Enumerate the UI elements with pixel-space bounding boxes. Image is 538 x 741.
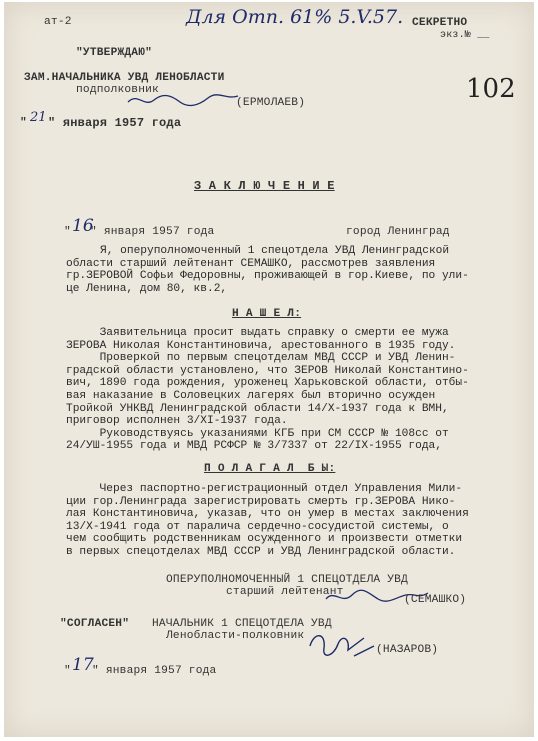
found-line: вая наказание в Соловецких лагерях был вторично осужден [66, 389, 436, 402]
found-line: 24/УШ-1955 года и МВД РСФСР № 3/7337 от 22/IX-1955 года, [66, 440, 442, 453]
found-line: градской области установлено, что ЗЕРОВ Николай Константино- [66, 364, 469, 377]
found-line: Руководствуясь указаниями КГБ при СМ СССР № 108сс от [66, 427, 449, 440]
form-code: ат-2 [44, 16, 72, 28]
approval-label: "УТВЕРЖДАЮ" [76, 47, 153, 59]
approval-name: (ЕРМОЛАЕВ) [236, 97, 306, 109]
footer-date-day: 17 [72, 655, 94, 675]
agreed-name: (НАЗАРОВ) [376, 644, 439, 656]
intro-line: Я, оперуполномоченный 1 спецотдела УВД Ленинградской [100, 245, 450, 257]
agreed-label: "СОГЛАСЕН" [60, 618, 130, 630]
approval-date: " января 1957 года [48, 116, 182, 130]
approval-position: ЗАМ.НАЧАЛЬНИКА УВД ЛЕНОБЛАСТИ [24, 72, 225, 84]
footer-date-prefix: " [64, 665, 71, 677]
document-page [4, 2, 534, 737]
decided-line: 13/Х-1941 года от паралича сердечно-сосудистой системы, о [66, 520, 449, 533]
secret-label: СЕКРЕТНО [412, 17, 468, 29]
officer-rank: старший лейтенант [226, 586, 344, 598]
date-day: 16 [72, 216, 94, 236]
copy-label: экз.№ __ [440, 30, 490, 41]
agreed-rank: Ленобласти-полковник [166, 630, 305, 642]
agreed-signature [304, 626, 384, 664]
officer-name: (СЕМАШКО) [404, 594, 467, 606]
found-line: ЗЕРОВА Николая Константиновича, арестованного в 1935 году. [66, 339, 456, 352]
decided-paragraph [66, 483, 469, 559]
found-line: вич, 1890 года рождения, уроженец Харьковской области, отбы- [66, 377, 469, 390]
date-quote: " [64, 226, 71, 238]
found-line: Проверкой по первым спецотделам МВД СССР и УВД Ленин- [66, 352, 456, 365]
handwritten-note: Для Отп. 61% 5.V.57. [186, 6, 404, 28]
decided-line: ции гор.Ленинграда зарегистрировать смерть гр.ЗЕРОВА Нико- [66, 495, 456, 508]
intro-paragraph [66, 245, 469, 295]
footer-date: " января 1957 года [92, 665, 217, 677]
intro-line: области старший лейтенант СЕМАШКО, рассмотрев заявления [66, 257, 436, 270]
found-line: Тройкой УНКВД Ленинградской области 14/Х-1937 года к ВМН, [66, 402, 449, 415]
decided-line: лая Константиновича, указав, что он умер в местах заключения [66, 508, 469, 521]
officer-position: ОПЕРУПОЛНОМОЧЕННЫЙ 1 СПЕЦОТДЕЛА УВД [166, 574, 408, 586]
agreed-position: НАЧАЛЬНИК 1 СПЕЦОТДЕЛА УВД [152, 618, 332, 630]
decided-line: чем сообщить родственникам осужденного и произвести отметки [66, 533, 463, 546]
document-title: З А К Л Ю Ч Е Н И Е [194, 179, 335, 193]
approval-signature [124, 90, 244, 112]
intro-line: гр.ЗЕРОВОЙ Софьи Федоровны, проживающей в гор.Киеве, по ули- [66, 270, 469, 283]
decided-heading: П О Л А Г А Л Б Ы: [204, 463, 336, 475]
decided-line: в первых спецотделах МВД СССР и УВД Ленинградской области. [66, 545, 456, 558]
found-heading: Н А Ш Е Л: [232, 308, 302, 320]
approval-rank: подполковник [76, 84, 159, 96]
approval-date-prefix: " [20, 117, 27, 129]
date-rest: " января 1957 года [90, 226, 215, 238]
intro-line: це Ленина, дом 80, кв.2, [66, 282, 228, 295]
found-line: приговор исполнен 3/ХI-1937 года. [66, 415, 288, 428]
found-line: Заявительница просит выдать справку о смерти ее мужа [66, 327, 449, 339]
city: город Ленинград [346, 226, 450, 238]
decided-line: Через паспортно-регистрационный отдел Управления Мили- [66, 483, 463, 495]
archive-number: 102 [466, 74, 516, 104]
approval-date-day: 21 [30, 110, 47, 125]
found-paragraph [66, 327, 469, 453]
